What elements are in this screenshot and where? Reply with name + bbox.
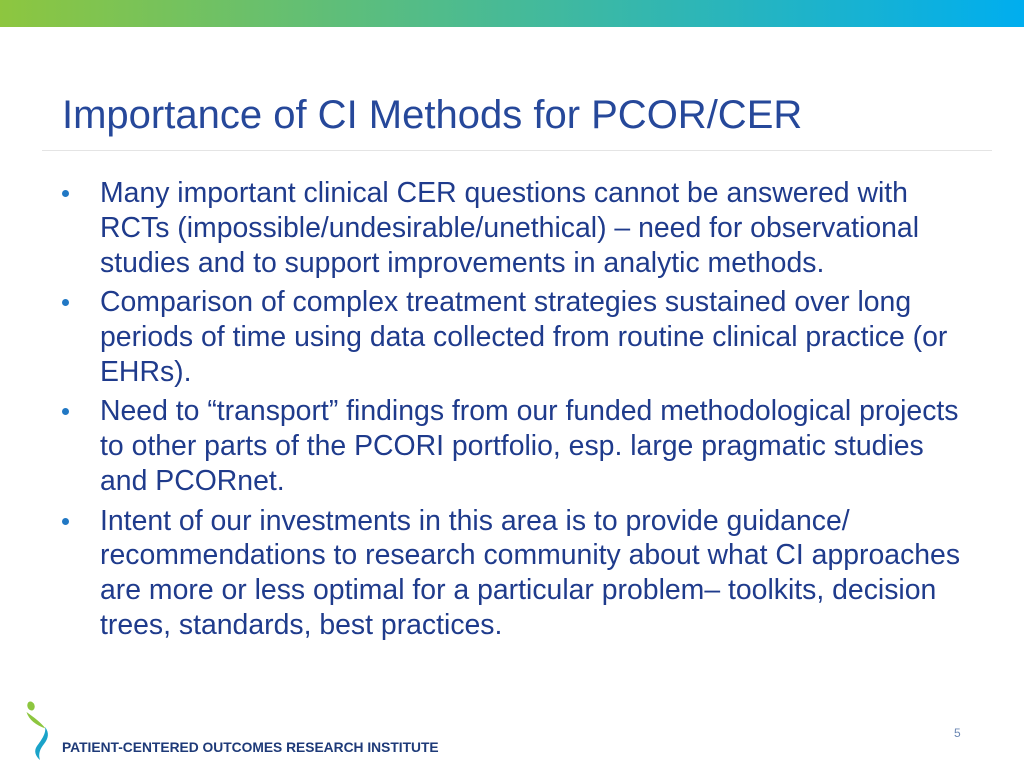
bullet-icon xyxy=(62,190,69,197)
bullet-list xyxy=(62,176,972,643)
logo-body-swoosh xyxy=(35,727,48,760)
bullet-item xyxy=(62,176,972,280)
bullet-text-line: Many important clinical CER questions cannot be answered with xyxy=(100,177,908,209)
bullet-text-line: Comparison of complex treatment strategies sustained over long xyxy=(100,286,912,319)
bullet-text-line: trees, standards, best practices. xyxy=(100,608,503,641)
pcori-figure-icon xyxy=(24,700,52,760)
bullet-text-line: and PCORnet. xyxy=(100,464,285,497)
bullet-text-line: are more or less optimal for a particular problem– toolkits, decision xyxy=(100,574,937,607)
bullet-item xyxy=(62,504,972,643)
page-number: 5 xyxy=(954,726,961,740)
bullet-text-line: to other parts of the PCORI portfolio, esp. large pragmatic studies xyxy=(100,430,924,463)
bullet-text-line: studies and to support improvements in analytic methods. xyxy=(100,246,825,279)
bullet-icon xyxy=(62,518,69,525)
bullet-text-line: Need to “transport” findings from our funded methodological projects xyxy=(100,395,959,428)
bullet-text-line: RCTs (impossible/undesirable/unethical) – need for observational xyxy=(100,211,920,244)
bullet-text-line: Intent of our investments in this area is to provide guidance/ xyxy=(100,504,850,537)
organization-name: PATIENT-CENTERED OUTCOMES RESEARCH INSTITUTE xyxy=(62,740,439,755)
bullet-text-line: EHRs). xyxy=(100,355,192,388)
bullet-text-line: periods of time using data collected from routine clinical practice (or xyxy=(100,320,948,353)
slide-title: Importance of CI Methods for PCOR/CER xyxy=(62,93,803,137)
bullet-item xyxy=(62,285,972,389)
bullet-icon xyxy=(62,408,69,415)
title-divider xyxy=(42,150,992,151)
logo-arm-swoosh xyxy=(27,712,46,729)
bullet-text-line: recommendations to research community about what CI approaches xyxy=(100,539,961,572)
bullet-item xyxy=(62,394,972,498)
logo-head xyxy=(26,700,36,711)
header-gradient-bar xyxy=(0,0,1024,27)
bullet-icon xyxy=(62,299,69,306)
